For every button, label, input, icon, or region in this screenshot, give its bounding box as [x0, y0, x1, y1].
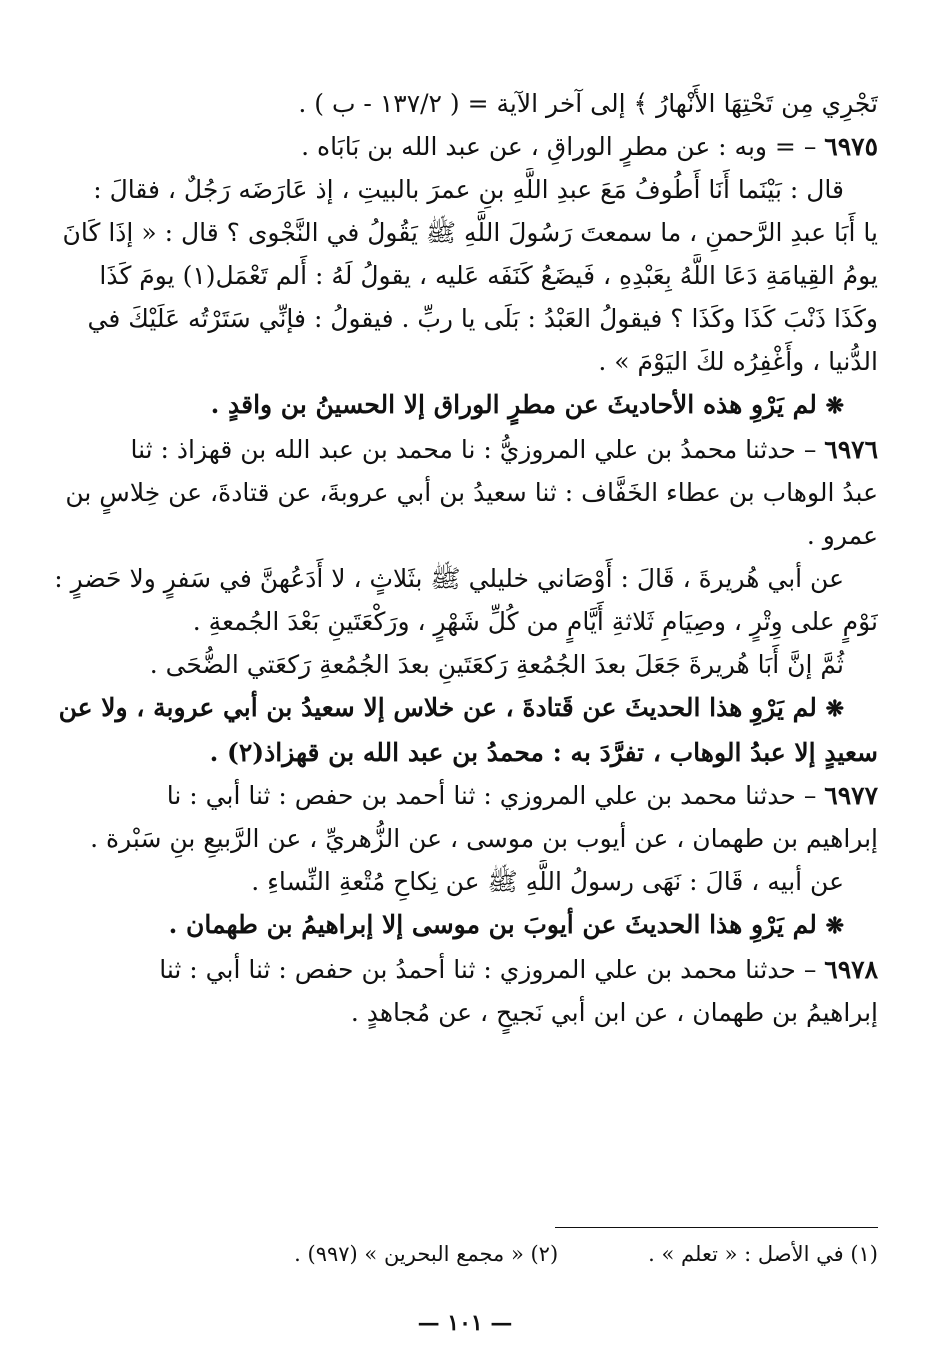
commentary-1: ❋ لم يَرْوِ هذه الأحاديثَ عن مطرٍ الوراق إلا الحسينُ بن واقدٍ . — [210, 390, 844, 419]
text-line-12: عن أبي هُريرةَ ، قَالَ : أَوْصَاني خليلي ﷺ بثَلاثٍ ، لا أَدَعُهنَّ في سَفرٍ ولا حَضرٍ : — [54, 564, 844, 593]
hadith-number: ٦٩٧٧ — [824, 781, 878, 810]
page-body — [48, 82, 878, 1034]
hadith-6976-heading: ٦٩٧٦ – حدثنا محمدُ بن علي المروزيُّ : نا محمد بن عبد الله بن قهزاذ : ثنا — [130, 435, 878, 464]
asterisk-icon: ❋ — [825, 393, 844, 419]
hadith-6978-heading: ٦٩٧٨ – حدثنا محمد بن علي المروزي : ثنا أحمدُ بن حفص : ثنا أبي : ثنا — [159, 955, 878, 984]
text-line-19: عن أبيه ، قَالَ : نَهَى رسولُ اللَّهِ ﷺ عن نِكاحِ مُتْعةِ النِّساءِ . — [251, 867, 844, 896]
footnote-divider — [555, 1227, 878, 1228]
footnote-2: (٢) « مجمع البحرين » (٩٩٧) . — [294, 1242, 559, 1266]
commentary-2: ❋ لم يَرْوِ هذا الحديثَ عن قَتادةَ ، عن خلاس إلا سعيدُ بن أبي عروبة ، ولا عن — [58, 693, 844, 722]
text-line-10: عبدُ الوهاب بن عطاء الخَفَّاف : ثنا سعيدُ بن أبي عروبةَ، عن قتادةَ، عن خِلاسٍ بن — [65, 478, 878, 507]
text-line-22: إبراهيمُ بن طهمان ، عن ابن أبي نَجيحٍ ، عن مُجاهدٍ . — [350, 998, 878, 1027]
page-number: — ١٠١ — — [417, 1310, 513, 1336]
text-line-18: إبراهيم بن طهمان ، عن أيوب بن موسى ، عن الزُّهريِّ ، عن الرَّبيعِ بنِ سَبْرة . — [90, 824, 878, 853]
hadith-6977-heading: ٦٩٧٧ – حدثنا محمد بن علي المروزي : ثنا أحمد بن حفص : ثنا أبي : نا — [166, 781, 878, 810]
commentary-2-cont: سعيدٍ إلا عبدُ الوهاب ، تفرَّدَ به : محمدُ بن عبد الله بن قهزاذ(٢) . — [209, 738, 878, 767]
text-line-14: ثُمَّ إنَّ أَبَا هُريرةَ جَعَلَ بعدَ الجُمُعةِ رَكعَتَينِ بعدَ الجُمُعةِ رَكعَتي الضُّحَى . — [149, 650, 844, 679]
text-line-1: تَجْرِي مِن تَحْتِهَا الأَنْهارُ ﴾ إلى آخر الآية = ( ١٣٧/٢ - ب ) . — [298, 89, 878, 118]
text-line-4: يا أَبَا عبدِ الرَّحمنِ ، ما سمعتَ رَسُولَ اللَّهِ ﷺ يَقُولُ في النَّجْوى ؟ قال : « إذَا كَانَ — [62, 218, 878, 247]
commentary-3: ❋ لم يَرْوِ هذا الحديثَ عن أيوبَ بن موسى إلا إبراهيمُ بن طهمان . — [168, 910, 844, 939]
hadith-6975-heading: ٦٩٧٥ – = وبه : عن مطرٍ الوراقِ ، عن عبد الله بن بَابَاه . — [301, 132, 878, 161]
text-line-5: يومُ القِيامَةِ دَعَا اللَّهُ بِعَبْدِهِ ، فَيضَعُ كَنَفَه عَليه ، يقولُ لَهُ : أَلم تَعْمَل(١) يومَ كَذَا — [99, 261, 878, 290]
asterisk-icon: ❋ — [825, 913, 844, 939]
text-line-3: قال : بَيْنَما أَنَا أَطُوفُ مَعَ عبدِ اللَّهِ بنِ عمرَ بالبيتِ ، إذ عَارَضَه رَجُلٌ ، فقالَ : — [93, 175, 844, 204]
text-line-11: عمرو . — [806, 521, 878, 550]
text-line-6: وكَذَا ذَنْبَ كَذَا وكَذَا ؟ فيقولُ العَبْدُ : بَلَى يا ربِّ . فيقولُ : فإنِّي سَتَرْتُه عَلَيْكَ في — [87, 304, 878, 333]
text-line-13: نَوْمٍ على وِتْرٍ ، وصِيَامِ ثَلاثةِ أَيَّامٍ من كُلِّ شَهْرٍ ، ورَكْعَتَينِ بَعْدَ الجُمعةِ . — [192, 607, 878, 636]
text-line-7: الدُّنيا ، وأَغْفِرُه لكَ اليَوْمَ » . — [598, 347, 878, 376]
footnotes — [48, 1238, 878, 1270]
hadith-number: ٦٩٧٦ — [824, 435, 878, 464]
hadith-number: ٦٩٧٥ — [824, 132, 878, 161]
footnote-1: (١) في الأصل : « تعلم » . — [648, 1242, 878, 1266]
hadith-number: ٦٩٧٨ — [824, 955, 878, 984]
asterisk-icon: ❋ — [825, 696, 844, 722]
